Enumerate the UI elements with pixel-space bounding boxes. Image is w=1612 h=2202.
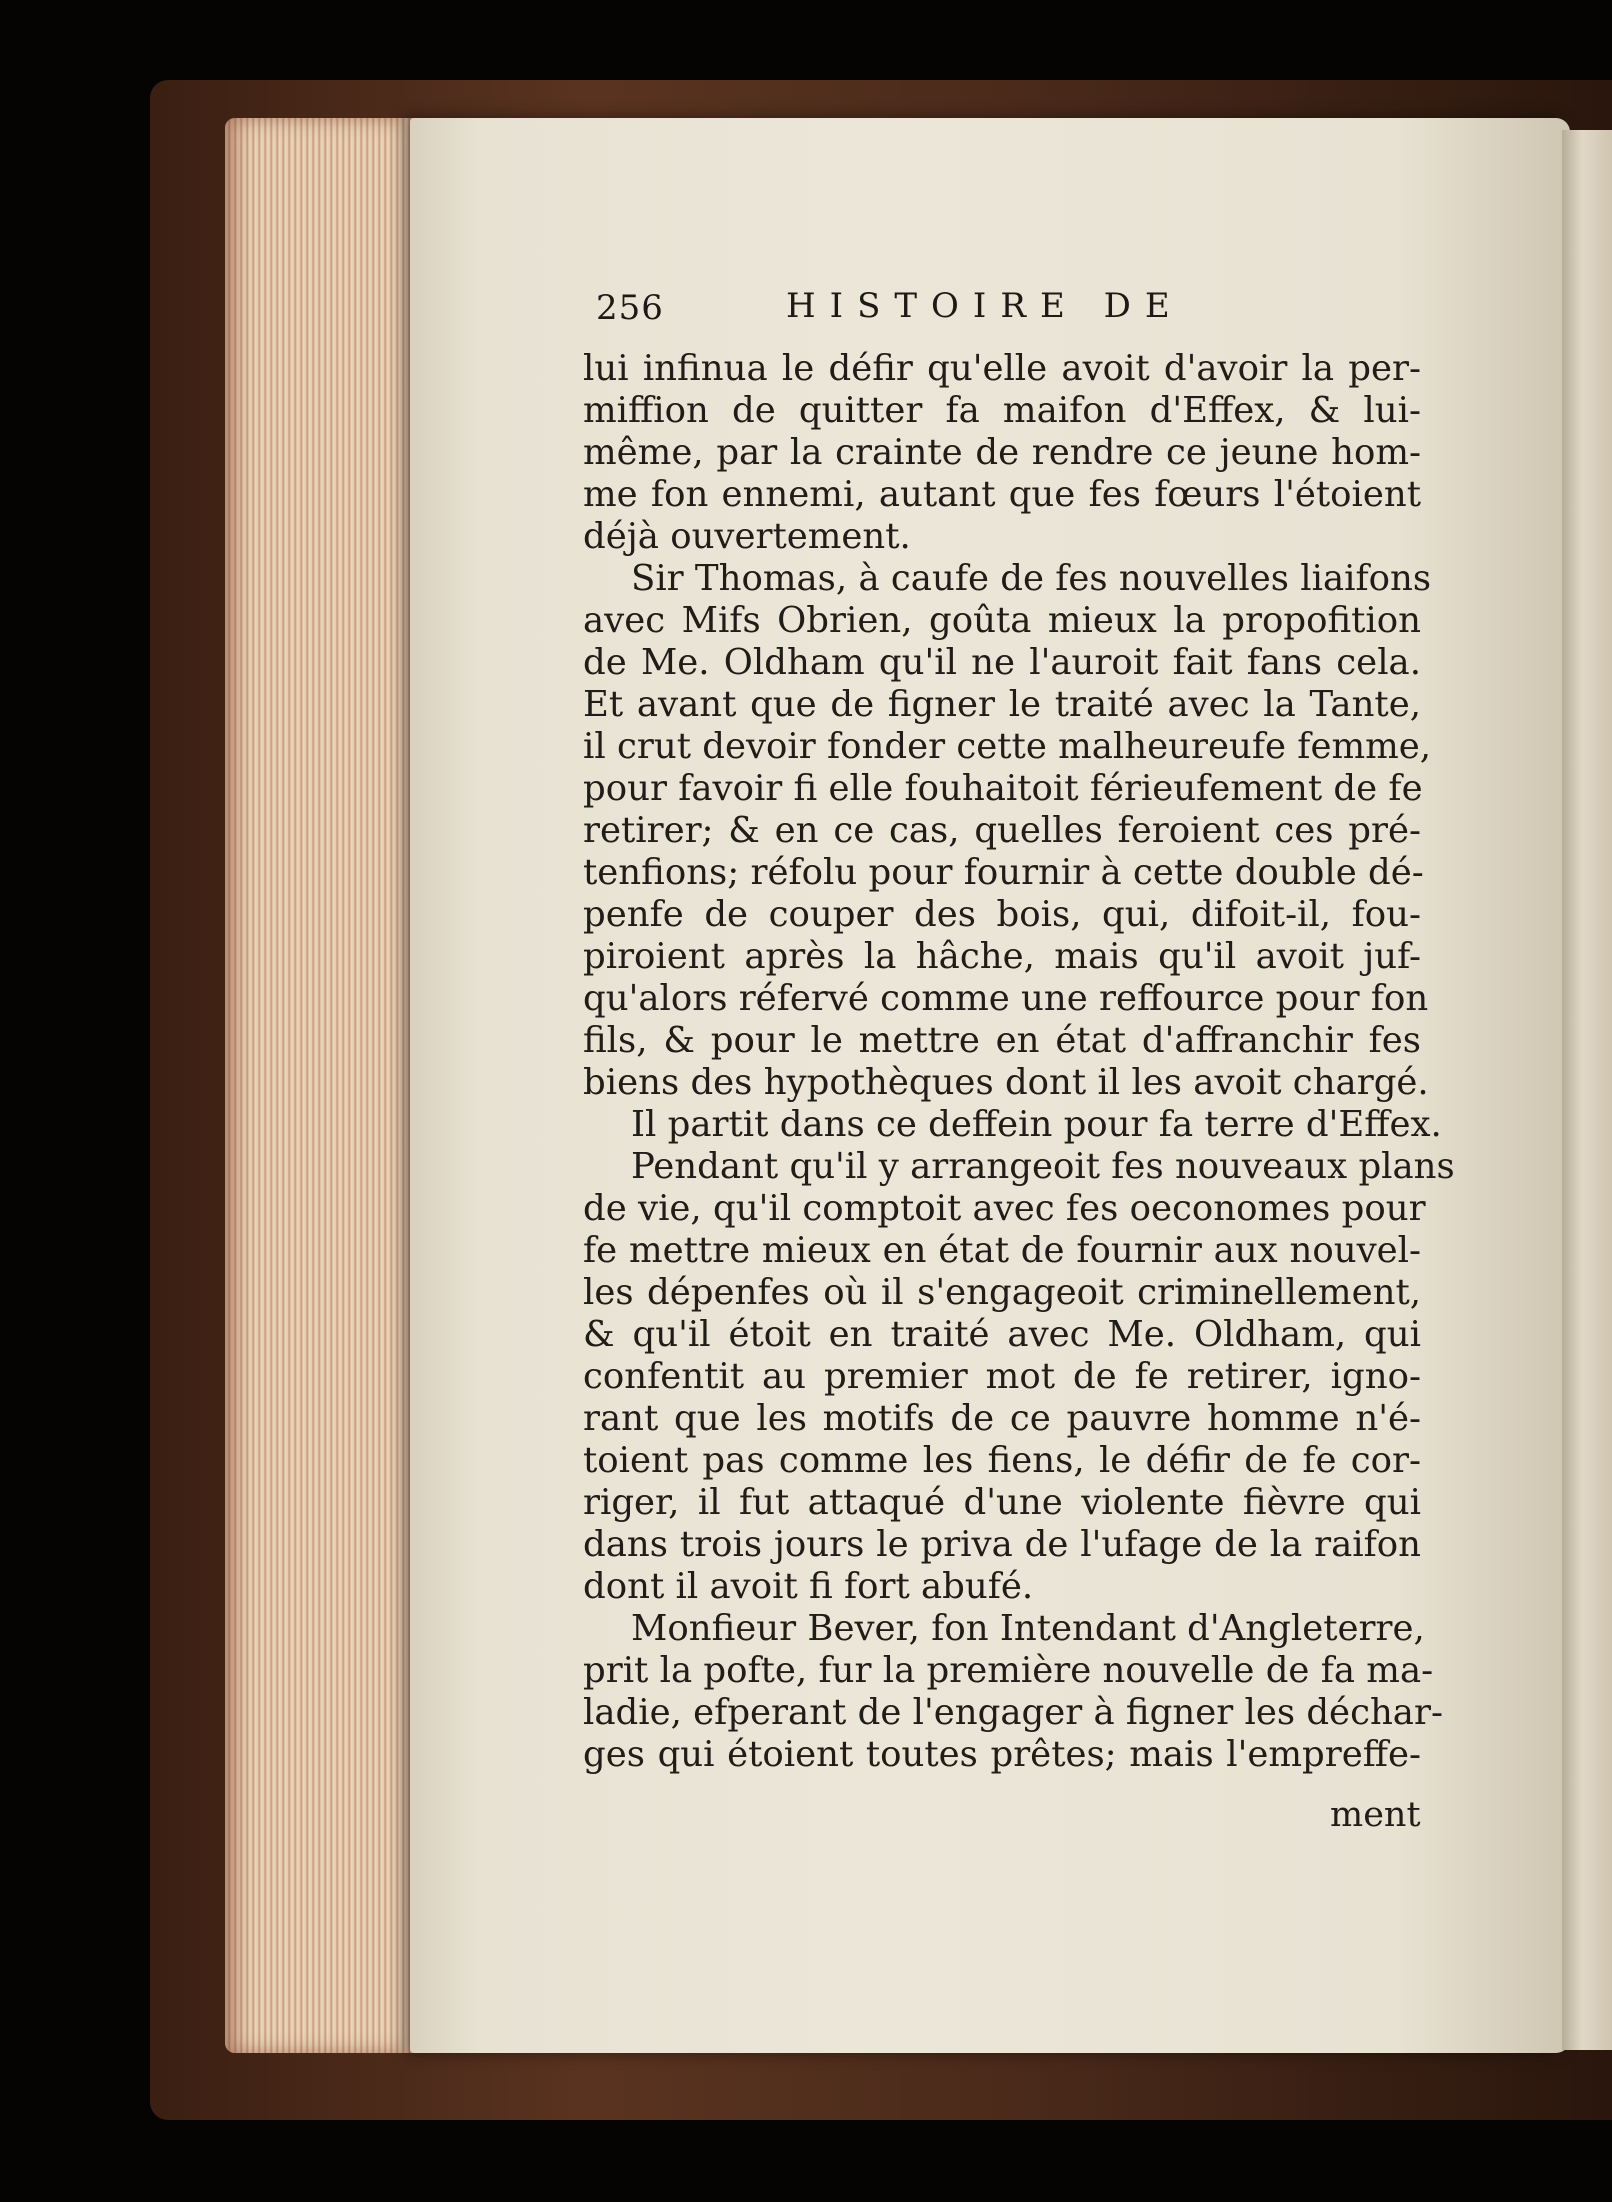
text-line: pour favoir fi elle fouhaitoit férieufement de fe	[583, 768, 1423, 809]
text-line: prit la pofte, fur la première nouvelle de fa ma-	[583, 1650, 1434, 1691]
text-line: Monfieur Bever, fon Intendant d'Angleterre,	[631, 1608, 1425, 1649]
running-head	[596, 288, 1336, 332]
text-line: piroient après la hâche, mais qu'il avoit juf-	[583, 936, 1421, 977]
text-line: rant que les motifs de ce pauvre homme n'é-	[583, 1398, 1421, 1439]
text-line: il crut devoir fonder cette malheureufe femme,	[583, 726, 1432, 767]
text-line: lui infinua le défir qu'elle avoit d'avoir la per-	[583, 348, 1421, 389]
text-line: dont il avoit fi fort abufé.	[583, 1566, 1034, 1607]
text-line: retirer; & en ce cas, quelles feroient ces pré-	[583, 810, 1421, 851]
text-line: toient pas comme les fiens, le défir de fe cor-	[583, 1440, 1421, 1481]
text-line: me fon ennemi, autant que fes fœurs l'étoient	[583, 474, 1421, 515]
text-line: Il partit dans ce deffein pour fa terre d'Effex.	[631, 1104, 1442, 1145]
text-line: Et avant que de figner le traité avec la Tante,	[583, 684, 1421, 725]
text-line: dans trois jours le priva de l'ufage de la raifon	[583, 1524, 1421, 1565]
page-block-edge	[225, 118, 415, 2053]
text-line: tenfions; réfolu pour fournir à cette double dé-	[583, 852, 1424, 893]
facing-page-edge	[1562, 130, 1612, 2050]
text-line: déjà ouvertement.	[583, 516, 911, 557]
text-line: Sir Thomas, à caufe de fes nouvelles liaifons	[631, 558, 1432, 599]
text-line: fe mettre mieux en état de fournir aux nouvel-	[583, 1230, 1421, 1271]
text-line: fils, & pour le mettre en état d'affranchir fes	[583, 1020, 1421, 1061]
text-line: les dépenfes où il s'engageoit criminellement,	[583, 1272, 1421, 1313]
text-line: riger, il fut attaqué d'une violente fièvre qui	[583, 1482, 1421, 1523]
text-line: miffion de quitter fa maifon d'Effex, & lui-	[583, 390, 1421, 431]
text-line: & qu'il étoit en traité avec Me. Oldham, qui	[583, 1314, 1421, 1355]
body-text	[583, 348, 1455, 1776]
text-line: confentit au premier mot de fe retirer, igno-	[583, 1356, 1421, 1397]
text-line: qu'alors réfervé comme une reffource pour fon	[583, 978, 1429, 1019]
text-line: penfe de couper des bois, qui, difoit-il, fou-	[583, 894, 1421, 935]
catchword: ment	[1330, 1795, 1421, 1835]
page-number: 256	[596, 288, 664, 328]
text-line: biens des hypothèques dont il les avoit chargé.	[583, 1062, 1429, 1103]
text-line: ges qui étoient toutes prêtes; mais l'empreffe-	[583, 1734, 1421, 1775]
text-line: avec Mifs Obrien, goûta mieux la propofition	[583, 600, 1421, 641]
text-line: Pendant qu'il y arrangeoit fes nouveaux plans	[631, 1146, 1455, 1187]
text-line: même, par la crainte de rendre ce jeune hom-	[583, 432, 1421, 473]
text-line: de Me. Oldham qu'il ne l'auroit fait fans cela.	[583, 642, 1421, 683]
text-line: ladie, efperant de l'engager à figner les déchar-	[583, 1692, 1443, 1733]
text-line: de vie, qu'il comptoit avec fes oeconomes pour	[583, 1188, 1426, 1229]
running-title: HISTOIRE DE	[786, 286, 1184, 326]
